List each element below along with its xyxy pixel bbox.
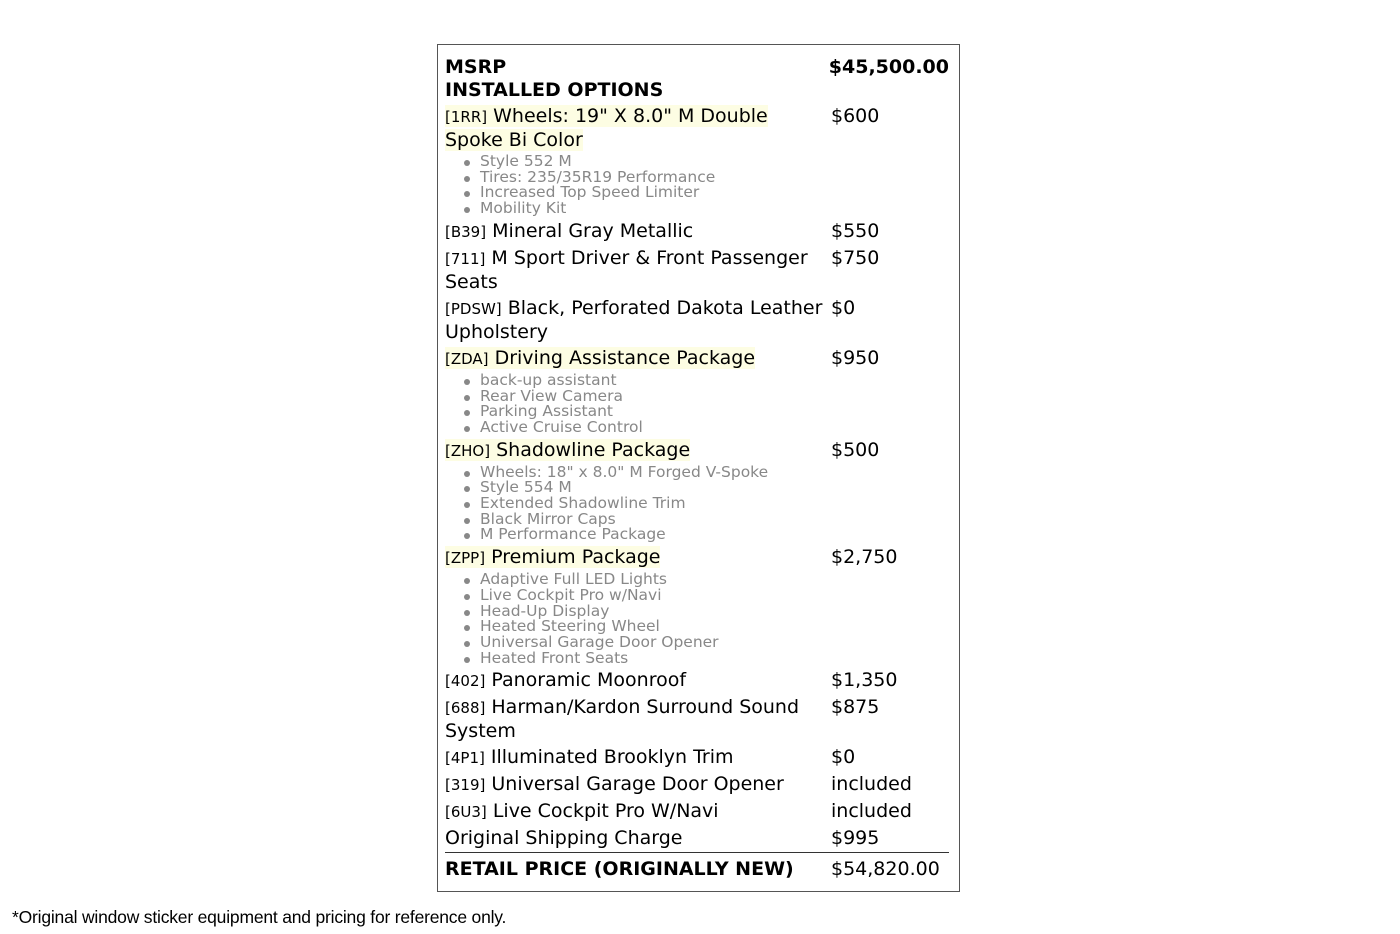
option-feature-list [445,572,949,666]
option-name-cell [445,247,831,294]
option-name-wrapper [445,800,719,822]
option-name: Mineral Gray Metallic [492,219,694,242]
option-item [445,439,949,544]
option-name: Wheels: 19" X 8.0" M Double Spoke Bi Color [445,105,768,151]
option-feature: Wheels: 18" x 8.0" M Forged V-Spoke [480,465,949,481]
option-name-wrapper [445,669,686,691]
option-feature-list [445,462,949,544]
option-feature: Head-Up Display [480,604,949,620]
option-row [445,297,949,344]
option-name: M Sport Driver & Front Passenger Seats [445,246,808,293]
option-price: $950 [831,346,880,369]
option-row [445,439,949,463]
option-feature: Parking Assistant [480,404,949,420]
option-item [445,297,949,344]
option-feature: Universal Garage Door Opener [480,635,949,651]
option-row [445,800,949,824]
option-feature: Active Cruise Control [480,420,949,436]
option-row [445,669,949,693]
option-row [445,546,949,570]
option-name-wrapper [445,439,690,461]
option-feature: Rear View Camera [480,389,949,405]
option-row [445,347,949,371]
option-code: [711] [445,249,486,268]
option-name: Premium Package [491,546,661,569]
total-divider [445,852,949,853]
option-item [445,800,949,824]
msrp-value: $45,500.00 [828,56,949,78]
option-code: [PDSW] [445,299,502,318]
option-price: $550 [831,219,880,242]
option-price: $2,750 [831,546,898,569]
option-name: Harman/Kardon Surround Sound System [445,696,800,743]
option-name-cell [445,297,831,344]
option-name-cell [445,669,831,693]
option-feature-list [445,370,949,436]
msrp-label: MSRP [445,56,507,78]
option-item [445,546,949,666]
option-price: $875 [831,696,880,719]
option-item [445,105,949,217]
option-name: Universal Garage Door Opener [491,773,784,796]
option-price: $1,350 [831,669,898,692]
shipping-row [445,827,949,850]
option-item [445,247,949,294]
option-item [445,696,949,743]
option-price: $750 [831,246,880,269]
option-feature-list [445,154,949,217]
msrp-row [445,56,949,79]
option-name: Live Cockpit Pro W/Navi [492,800,719,823]
option-code: [319] [445,776,486,795]
option-code: [ZPP] [445,549,486,568]
option-code: [402] [445,672,486,691]
shipping-value: $995 [831,827,880,850]
option-name-wrapper [445,220,693,242]
total-value: $54,820.00 [831,858,940,881]
installed-options-heading: INSTALLED OPTIONS [445,79,664,101]
option-item [445,746,949,770]
option-row [445,773,949,797]
option-name: Shadowline Package [496,438,691,461]
option-code: [688] [445,699,486,718]
option-name-cell [445,220,831,244]
option-name-wrapper [445,297,822,343]
option-name-wrapper [445,696,799,742]
option-name-wrapper [445,347,755,369]
options-list [445,105,949,824]
option-code: [4P1] [445,749,485,768]
option-feature: Heated Steering Wheel [480,619,949,635]
option-code: [6U3] [445,803,487,822]
option-feature: M Performance Package [480,527,949,543]
option-feature: Tires: 235/35R19 Performance [480,170,949,186]
option-item [445,220,949,244]
option-feature: Black Mirror Caps [480,512,949,528]
option-name: Black, Perforated Dakota Leather Upholstery [445,296,823,343]
option-item [445,669,949,693]
installed-options-heading-row [445,79,949,102]
option-name: Driving Assistance Package [494,346,756,369]
option-name-cell [445,773,831,797]
option-name-cell [445,746,831,770]
option-price: included [831,773,912,796]
option-feature: Style 554 M [480,480,949,496]
option-name: Illuminated Brooklyn Trim [490,746,734,769]
option-code: [1RR] [445,108,488,126]
option-feature: Style 552 M [480,154,949,170]
option-code: [B39] [445,222,487,241]
option-feature: Increased Top Speed Limiter [480,185,949,201]
option-row [445,696,949,743]
option-price: included [831,800,912,823]
option-name-cell [445,696,831,743]
option-name-cell [445,800,831,824]
footnote: *Original window sticker equipment and pricing for reference only. [12,907,507,927]
option-code: [ZHO] [445,441,491,460]
window-sticker [437,44,960,892]
option-price: $600 [831,105,880,127]
total-row [445,858,949,881]
option-item [445,347,949,436]
option-name-cell [445,347,831,371]
option-name-cell [445,546,831,570]
option-row [445,220,949,244]
option-name-wrapper [445,247,808,293]
option-feature: back-up assistant [480,373,949,389]
option-feature: Mobility Kit [480,201,949,217]
option-feature: Adaptive Full LED Lights [480,572,949,588]
option-row [445,746,949,770]
option-name-wrapper [445,105,768,151]
option-name-wrapper [445,746,734,768]
total-label: RETAIL PRICE (ORIGINALLY NEW) [445,858,794,881]
option-row [445,105,949,152]
option-price: $0 [831,296,856,319]
option-code: [ZDA] [445,349,489,368]
option-name-cell [445,105,831,152]
option-row [445,247,949,294]
option-feature: Heated Front Seats [480,651,949,667]
option-name-cell [445,439,831,463]
option-price: $500 [831,438,880,461]
shipping-label: Original Shipping Charge [445,827,683,850]
option-feature: Extended Shadowline Trim [480,496,949,512]
option-item [445,773,949,797]
option-feature: Live Cockpit Pro w/Navi [480,588,949,604]
option-name-wrapper [445,773,784,795]
option-price: $0 [831,746,856,769]
option-name: Panoramic Moonroof [491,669,687,692]
option-name-wrapper [445,546,660,568]
